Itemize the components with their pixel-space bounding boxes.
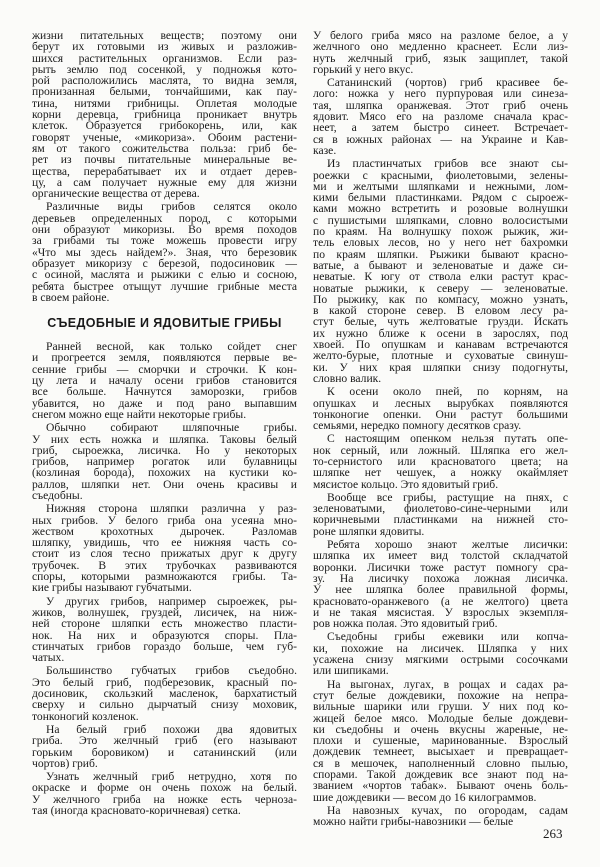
text-line: грибов, например рогаток или булавницы: [32, 455, 297, 469]
text-line: С настоящим опенком нельзя путать опе-: [327, 432, 568, 446]
text-line: желто-бурые, плотные и суховатые свинуш-: [313, 349, 568, 363]
text-line: лого: ножка у него пурпуровая или синеза-: [313, 87, 568, 101]
text-line: стоит из слоя тесно прижатых друг к другу: [32, 547, 297, 561]
text-line: опушках и лесных вырубках появляются: [313, 396, 568, 410]
text-line: или шипиками.: [313, 664, 389, 678]
text-line: убавится, но даже и под рано выпавшим: [32, 396, 297, 410]
text-line: роежки с красными, фиолетовыми, зелены-: [313, 168, 568, 182]
page-number: 263: [543, 826, 563, 841]
text-line: Съедобны грибы ежевики или копча-: [327, 630, 568, 644]
text-line: званием «чортов табак». Бывают очень боль-: [313, 779, 568, 793]
text-line: можно найти грибы-навозники — белые: [313, 815, 514, 829]
text-line: ров ножка полая. Это ядовитый гриб.: [313, 617, 498, 631]
paragraph: [313, 30, 568, 75]
text-line: и прогреется земля, появляются первые ве-: [32, 351, 297, 365]
text-line: цу лета и началу осени грибов становится: [32, 374, 297, 388]
text-line: ребята быстрее отыщут лучшие грибные места: [32, 279, 297, 293]
text-line: Ранней весной, как только сойдет снег: [46, 340, 297, 354]
text-line: тель еловых лесов, но у него нет бахромки: [313, 236, 568, 250]
paragraph: [313, 77, 568, 156]
text-line: ядовит. Мясо его на разломе сначала крас-: [313, 110, 568, 124]
text-line: казе.: [313, 143, 337, 157]
text-line: берут их готовыми из живых и разложив-: [32, 40, 297, 54]
text-line: споры, которыми размножаются грибы. Та-: [32, 570, 297, 584]
text-line: роне шляпки ядовиты.: [313, 524, 425, 538]
text-line: ся в мешочек, наполненный словно пылью,: [313, 756, 568, 770]
paragraph: [32, 665, 297, 721]
text-line: в какой стороне север. В еловом лесу ра-: [313, 304, 568, 318]
paragraph: [313, 158, 568, 384]
paragraph: [313, 679, 568, 803]
text-line: цу, а сам получает нужные ему для жизни: [32, 175, 297, 189]
text-line: красновато-оранжевого (а не желтого) цвета: [313, 594, 568, 608]
text-line: жиков, волнушек, груздей, лисичек, на ниж-: [32, 605, 297, 619]
text-line: чатых.: [32, 651, 65, 665]
text-line: усажена снизу мягкими острыми сосочками: [313, 653, 568, 667]
text-line: снегом можно еще найти некоторые грибы.: [32, 407, 247, 421]
text-line: жеством крохотных дырочек. Разломав: [32, 524, 297, 538]
text-line: пронизанная белыми, тончайшими, как пау-: [32, 85, 297, 99]
text-line: стут белые, чуть желтоватые грузди. Искать: [313, 315, 568, 329]
paragraph: [32, 771, 297, 816]
text-line: ки, похожие на лисичек. Шляпка у них: [313, 641, 568, 655]
text-line: рет из почвы питательные минеральные ве-: [32, 153, 297, 167]
text-line: ками можно встретить и розовые волнушки: [313, 202, 568, 216]
text-line: их нужно ближе к осени в зарослях, под: [313, 326, 568, 340]
text-line: в своем районе.: [32, 290, 110, 304]
text-line: У нее шляпка более правильной формы,: [313, 583, 568, 597]
paragraph: [313, 433, 568, 489]
text-line: зеленоватыми, фиолетово-сине-черными или: [313, 502, 568, 516]
text-line: шляпке нет чешуек, а ножку окаймляет: [313, 466, 568, 480]
paragraph: [32, 596, 297, 664]
text-line: окраске и форме он очень похож на белый.: [32, 781, 297, 795]
text-line: рой расположились маслята, то видна земля,: [32, 74, 297, 88]
text-line: На выгонах, лугах, в рощах и садах ра-: [327, 677, 568, 691]
text-line: клеток. Образуется грибокорень, или, как: [32, 119, 297, 133]
text-line: с осиной, маслята и рыжики с елью и сосною,: [32, 268, 297, 282]
text-line: неватые. К югу от ствола елки растут крас-: [313, 270, 568, 284]
text-line: воронки. Лисички тоже растут помногу сра-: [313, 560, 568, 574]
paragraph: [32, 422, 297, 501]
text-line: жизни питательных веществ; поэтому они: [32, 29, 297, 42]
text-line: На навозных кучах, по огородам, садам: [327, 803, 568, 817]
text-line: жицей белое мясо. Молодые белые дождеви-: [313, 711, 568, 725]
text-line: желчного оно медленно краснеет. Если лиз-: [313, 40, 568, 54]
text-line: нок. На них и образуются споры. Пла-: [32, 628, 297, 642]
text-line: семьями, нередко помногу десятков сразу.: [313, 419, 522, 433]
text-line: Это белый гриб, подберезовик, красный по-: [32, 675, 297, 689]
text-line: К осени около пней, по корням, на: [327, 385, 568, 399]
text-line: У других грибов, например сыроежек, ры-: [46, 594, 297, 608]
paragraph: [32, 503, 297, 593]
text-line: зу. На лисичку похожа ложная лисичка.: [313, 571, 568, 585]
text-line: Обычно собирают шляпочные грибы.: [46, 421, 297, 435]
text-line: Нижняя сторона шляпки различна у раз-: [46, 502, 297, 516]
text-line: дождевик темнеет, высыхает и превращает-: [313, 745, 568, 759]
text-line: стинчатых грибов гораздо больше, чем губ-: [32, 639, 297, 653]
text-line: тина, нитями грибницы. Оплетая молодые: [32, 96, 297, 110]
text-line: корни деревца, грибница проникает внутрь: [32, 108, 297, 122]
text-line: Ребята хорошо знают желтые лисички:: [327, 538, 568, 552]
text-line: чортов) гриб.: [32, 756, 98, 770]
text-line: с пушистыми шляпками, словно волосистыми: [313, 213, 568, 227]
text-line: деревьев определенных пород, с которыми: [32, 211, 297, 225]
text-line: образует микоризу с березой, подосиновик —: [32, 256, 297, 270]
paragraph: [32, 30, 297, 199]
text-line: мясистое кольцо. Это ядовитый гриб.: [313, 477, 499, 491]
paragraph: [32, 341, 297, 420]
text-line: вильные шарики или груши. У них под ко-: [313, 700, 568, 714]
text-line: спорами. Такой дождевик все знают под на-: [313, 768, 568, 781]
text-line: трубочек. В этих трубочках развиваются: [32, 558, 297, 572]
text-line: сенние грибы — сморчки и строчки. К кон-: [32, 362, 297, 376]
text-line: по краям. На волнушку похож рыжик, жи-: [313, 225, 568, 239]
paragraph: [313, 386, 568, 431]
paragraph: [313, 805, 568, 828]
text-line: органические вещества от дерева.: [32, 187, 200, 201]
text-line: по краям шляпки. Рыжики бывают красно-: [313, 247, 568, 261]
text-line: Большинство губчатых грибов съедобно.: [46, 664, 297, 678]
text-line: шихся растительных организмов. Если раз-: [32, 51, 297, 65]
paragraph: [313, 492, 568, 537]
text-line: гриба. Это желчный гриб (его называют: [32, 734, 297, 748]
text-line: Сатанинский (чортов) гриб красивее бе-: [327, 76, 568, 90]
text-line: хвоей. По опушкам и канавам встречаются: [313, 338, 568, 352]
text-line: ки съедобны и очень вкусны жареные, не-: [313, 722, 568, 736]
text-line: ки. У них края шляпки снизу подогнуты,: [313, 360, 568, 374]
text-line: и не такая мясистая. У взрослых экземпля-: [313, 605, 568, 619]
text-line: Из пластинчатых грибов все знают сы-: [327, 157, 568, 171]
text-line: тая, шляпка оранжевая. Этот гриб очень: [313, 98, 568, 112]
text-line: горьким боровиком) и сатанинский (или: [32, 745, 297, 759]
text-line: нок серный, или ложный. Шляпка его жел-: [313, 443, 568, 457]
text-line: На белый гриб похожи два ядовитых: [46, 722, 297, 736]
text-line: коричневыми пластинками на нижней сто-: [313, 513, 568, 527]
text-line: Узнать желчный гриб нетрудно, хотя по: [46, 770, 297, 784]
text-line: неет, а затем быстро синеет. Встречает-: [313, 121, 568, 135]
text-line: Различные виды грибов селятся около: [46, 200, 297, 214]
text-line: (козлиная борода), похожих на кустики ко-: [32, 466, 297, 480]
text-line: шие дождевики — весом до 16 килограммов.: [313, 790, 537, 804]
text-line: все больше. Начнутся заморозки, грибов: [32, 385, 297, 399]
section-heading: СЪЕДОБНЫЕ И ЯДОВИТЫЕ ГРИБЫ: [47, 316, 282, 331]
text-line: раллов, шляпки нет. Они очень красивы и: [32, 477, 297, 491]
text-line: рыть землю под сосенкой, у подножья кото-: [32, 62, 297, 76]
text-line: тонконогий козленок.: [32, 709, 139, 723]
text-line: словно валик.: [313, 371, 382, 385]
text-line: то-сернистого или красноватого цвета; на: [313, 454, 568, 468]
text-line: досиновик, скользкий масленок, бархатистый: [32, 687, 297, 701]
text-line: ям от такого сожительства польза: гриб бе-: [32, 141, 297, 155]
text-line: щества, перерабатывает их и отдает дерев-: [32, 164, 297, 178]
text-line: ватые, а бывают и зеленоватые и даже си-: [313, 258, 568, 272]
text-line: плохи и сушеные, маринованные. Взрослый: [313, 734, 568, 748]
text-line: У белого гриба мясо на разломе белое, а у: [313, 29, 568, 42]
text-line: гриб, сыроежка, лисичка. Но у некоторых: [32, 443, 297, 457]
text-line: новатые рыжики, к северу — зеленоватые.: [313, 281, 568, 295]
paragraph: [32, 724, 297, 769]
text-line: съедобны.: [32, 488, 83, 502]
text-line: стут белые дождевики, похожие на непра-: [313, 688, 568, 702]
text-line: тонконогие опенки. Они растут большими: [313, 407, 568, 421]
text-line: По рыжику, как по компасу, можно узнать,: [313, 292, 568, 306]
left-column: [32, 30, 297, 816]
text-line: шляпку, увидишь, что ее нижняя часть со-: [32, 536, 297, 550]
text-line: говорят ученые, «микориза». Обоим растени-: [32, 130, 297, 144]
text-line: «Что мы здесь найдем?». Зная, что березовик: [32, 245, 297, 259]
text-line: за грибами ты тоже можешь провести игру: [32, 234, 297, 248]
text-line: тая (иногда красновато-коричневая) сетка.: [32, 804, 241, 817]
text-line: сверху и сильно дырчатый снизу моховик,: [32, 698, 297, 712]
text-line: ных грибов. У белого гриба она усеяна мно-: [32, 513, 297, 527]
text-line: нуть желчный гриб, язык защиплет, такой: [313, 51, 568, 65]
text-line: У них есть ножка и шляпка. Таковы белый: [32, 432, 297, 446]
right-column: [313, 30, 568, 827]
text-line: они образуют микоризы. Во время походов: [32, 223, 297, 237]
paragraph: [32, 201, 297, 303]
text-line: кие грибы называют губчатыми.: [32, 581, 192, 595]
text-line: ся в южных районах — на Украине и Кав-: [313, 132, 568, 146]
text-line: горький у него вкус.: [313, 62, 414, 76]
text-line: кими белыми пластинками. Рядом с сыроеж-: [313, 191, 568, 205]
paragraph: [313, 539, 568, 629]
text-line: ми и желтыми шляпками и нежными, лом-: [313, 179, 568, 193]
text-line: У желчного гриба на ножке есть черноза-: [32, 792, 297, 806]
text-line: Вообще все грибы, растущие на пнях, с: [327, 490, 568, 504]
text-line: ней стороне шляпки есть множество пласти-: [32, 617, 297, 631]
text-line: шляпка их имеет вид толстой складчатой: [313, 549, 568, 563]
paragraph: [313, 631, 568, 676]
